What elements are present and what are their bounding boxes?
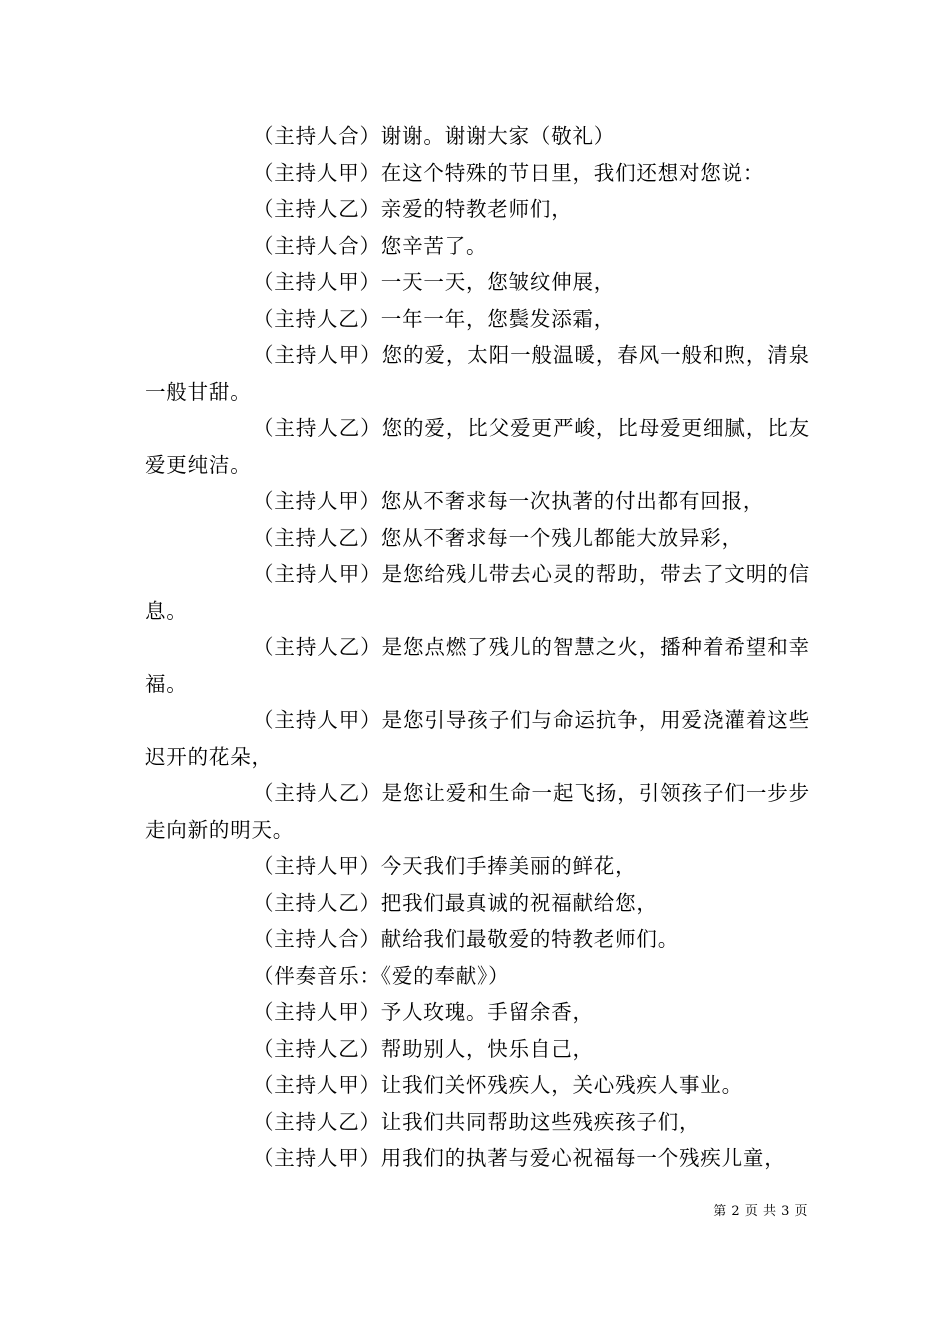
paragraph: （主持人甲）是您给残儿带去心灵的帮助，带去了文明的信息。 xyxy=(145,562,810,623)
paragraph: （主持人甲）今天我们手捧美丽的鲜花， xyxy=(253,854,637,878)
paragraph: （主持人甲）您的爱，太阳一般温暖，春风一般和煦，清泉一般甘甜。 xyxy=(145,343,810,404)
paragraph: （主持人乙）是您让爱和生命一起飞扬，引领孩子们一步步走向新的明天。 xyxy=(145,781,810,842)
paragraph: （主持人合）献给我们最敬爱的特教老师们。 xyxy=(253,927,679,951)
paragraph: （主持人乙）把我们最真诚的祝福献给您， xyxy=(253,890,658,915)
paragraph: （主持人乙）您的爱，比父爱更严峻，比母爱更细腻，比友爱更纯洁。 xyxy=(145,416,810,477)
page-number-footer: 第 2 页 共 3 页 xyxy=(713,1204,808,1219)
paragraph: （主持人合）您辛苦了。 xyxy=(253,233,488,258)
paragraph: （主持人甲）让我们关怀残疾人，关心残疾人事业。 xyxy=(253,1073,743,1097)
document-body xyxy=(145,118,810,1177)
paragraph: （主持人乙）您从不奢求每一个残儿都能大放异彩， xyxy=(253,525,743,550)
paragraph: （主持人乙）亲爱的特教老师们， xyxy=(253,197,573,221)
paragraph: （伴奏音乐：《爱的奉献》） xyxy=(253,963,510,988)
paragraph: （主持人甲）您从不奢求每一次执著的付出都有回报， xyxy=(253,489,765,513)
paragraph: （主持人甲）一天一天，您皱纹伸展， xyxy=(253,270,616,294)
paragraph: （主持人乙）一年一年，您鬓发添霜， xyxy=(253,306,616,331)
paragraph: （主持人甲）用我们的执著与爱心祝福每一个残疾儿童， xyxy=(253,1146,786,1170)
paragraph: （主持人甲）予人玫瑰。手留余香， xyxy=(253,1000,594,1024)
paragraph: （主持人乙）让我们共同帮助这些残疾孩子们， xyxy=(253,1109,701,1134)
paragraph: （主持人合）谢谢。谢谢大家（敬礼） xyxy=(253,124,616,148)
paragraph: （主持人甲）在这个特殊的节日里，我们还想对您说： xyxy=(253,160,765,185)
paragraph: （主持人甲）是您引导孩子们与命运抗争，用爱浇灌着这些迟开的花朵， xyxy=(145,708,810,769)
paragraph: （主持人乙）是您点燃了残儿的智慧之火，播种着希望和幸福。 xyxy=(145,635,810,696)
paragraph: （主持人乙）帮助别人，快乐自己， xyxy=(253,1036,594,1061)
